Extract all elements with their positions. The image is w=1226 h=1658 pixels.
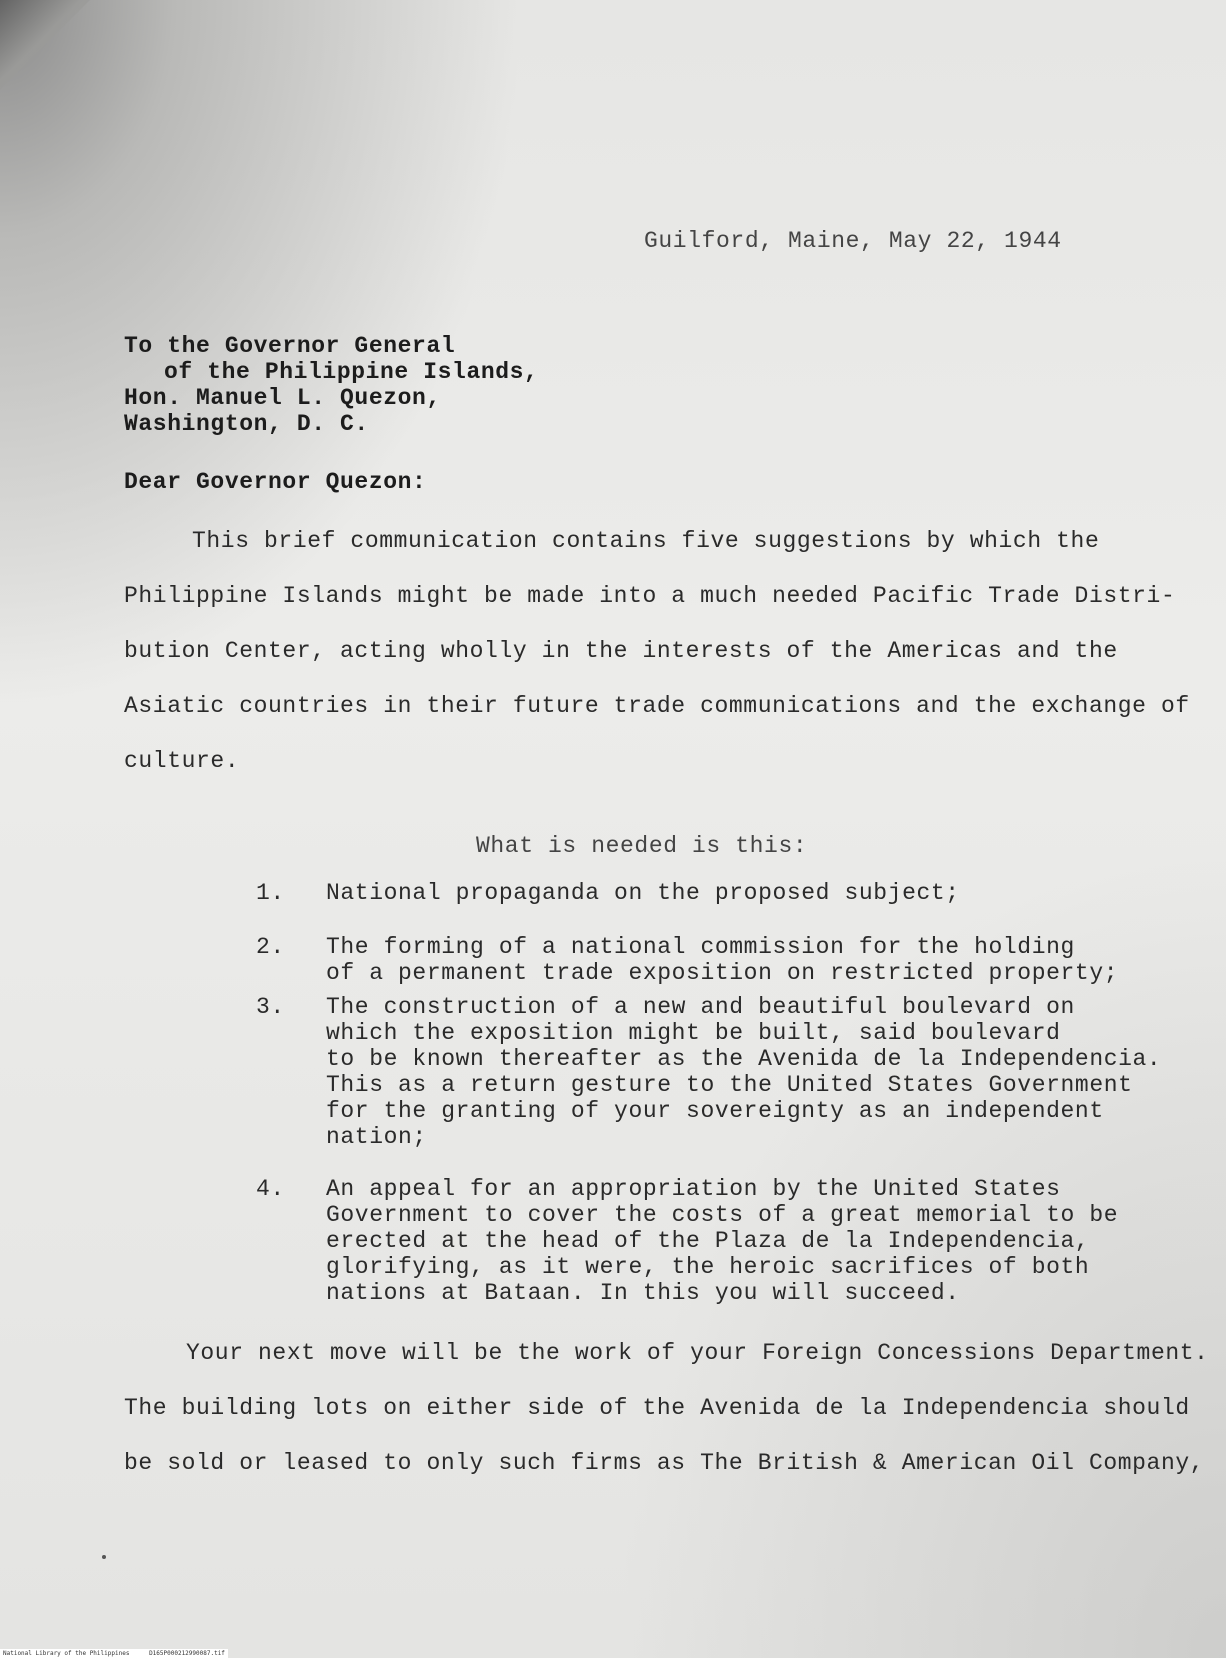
item-line: This as a return gesture to the United States Government (326, 1072, 1133, 1098)
item-number: 4. (256, 1176, 285, 1202)
item-text (326, 1176, 1119, 1306)
address-line: Washington, D. C. (124, 411, 369, 437)
item-text (326, 880, 1116, 906)
item-line: erected at the head of the Plaza de la Independencia, (326, 1228, 1090, 1254)
scan-footer (0, 1649, 228, 1658)
item-line: which the exposition might be built, said boulevard (326, 1020, 1061, 1046)
item-line: glorifying, as it were, the heroic sacrifices of both (326, 1254, 1090, 1280)
item-text (326, 934, 1119, 986)
paragraph-line: The building lots on either side of the Avenida de la Independencia should (124, 1395, 1190, 1421)
item-line: The construction of a new and beautiful boulevard on (326, 994, 1075, 1020)
paragraph-line: Philippine Islands might be made into a much needed Pacific Trade Distri- (124, 583, 1176, 609)
needed-heading: What is needed is this: (476, 833, 808, 859)
item-line: for the granting of your sovereignty as an independent (326, 1098, 1104, 1124)
address-block (124, 333, 538, 437)
salutation: Dear Governor Quezon: (124, 469, 427, 495)
intro-paragraph (124, 528, 1190, 803)
address-line: Hon. Manuel L. Quezon, (124, 385, 441, 411)
paragraph-line: bution Center, acting wholly in the interests of the Americas and the (124, 638, 1118, 664)
item-line: nation; (326, 1124, 427, 1150)
item-text (326, 994, 1162, 1150)
closing-paragraph (124, 1340, 1209, 1505)
item-line: An appeal for an appropriation by the United States (326, 1176, 1061, 1202)
item-line: nations at Bataan. In this you will succeed. (326, 1280, 960, 1306)
paragraph-line: culture. (124, 748, 240, 774)
footer-file: D165P000212990087.tif (149, 1650, 225, 1657)
address-line: of the Philippine Islands, (164, 359, 539, 385)
ink-speck (102, 1555, 106, 1559)
address-line: To the Governor General (124, 333, 456, 359)
item-line: Government to cover the costs of a great memorial to be (326, 1202, 1119, 1228)
item-line: to be known thereafter as the Avenida de la Independencia. (326, 1046, 1162, 1072)
item-number: 3. (256, 994, 285, 1020)
item-number: 1. (256, 880, 285, 906)
item-line: The forming of a national commission for the holding (326, 934, 1075, 960)
page-fold-shadow (0, 0, 90, 90)
item-line: of a permanent trade exposition on restricted property; (326, 960, 1119, 986)
paragraph-line: Asiatic countries in their future trade communications and the exchange of (124, 693, 1190, 719)
item-line: National propaganda on the proposed subject; (326, 880, 960, 906)
paragraph-line: be sold or leased to only such firms as The British & American Oil Company, (124, 1450, 1205, 1476)
item-number: 2. (256, 934, 285, 960)
footer-library: National Library of the Philippines (3, 1650, 130, 1657)
paragraph-line: This brief communication contains five suggestions by which the (192, 528, 1100, 554)
paragraph-line: Your next move will be the work of your Foreign Concessions Department. (186, 1340, 1209, 1366)
dateline: Guilford, Maine, May 22, 1944 (644, 228, 1062, 254)
